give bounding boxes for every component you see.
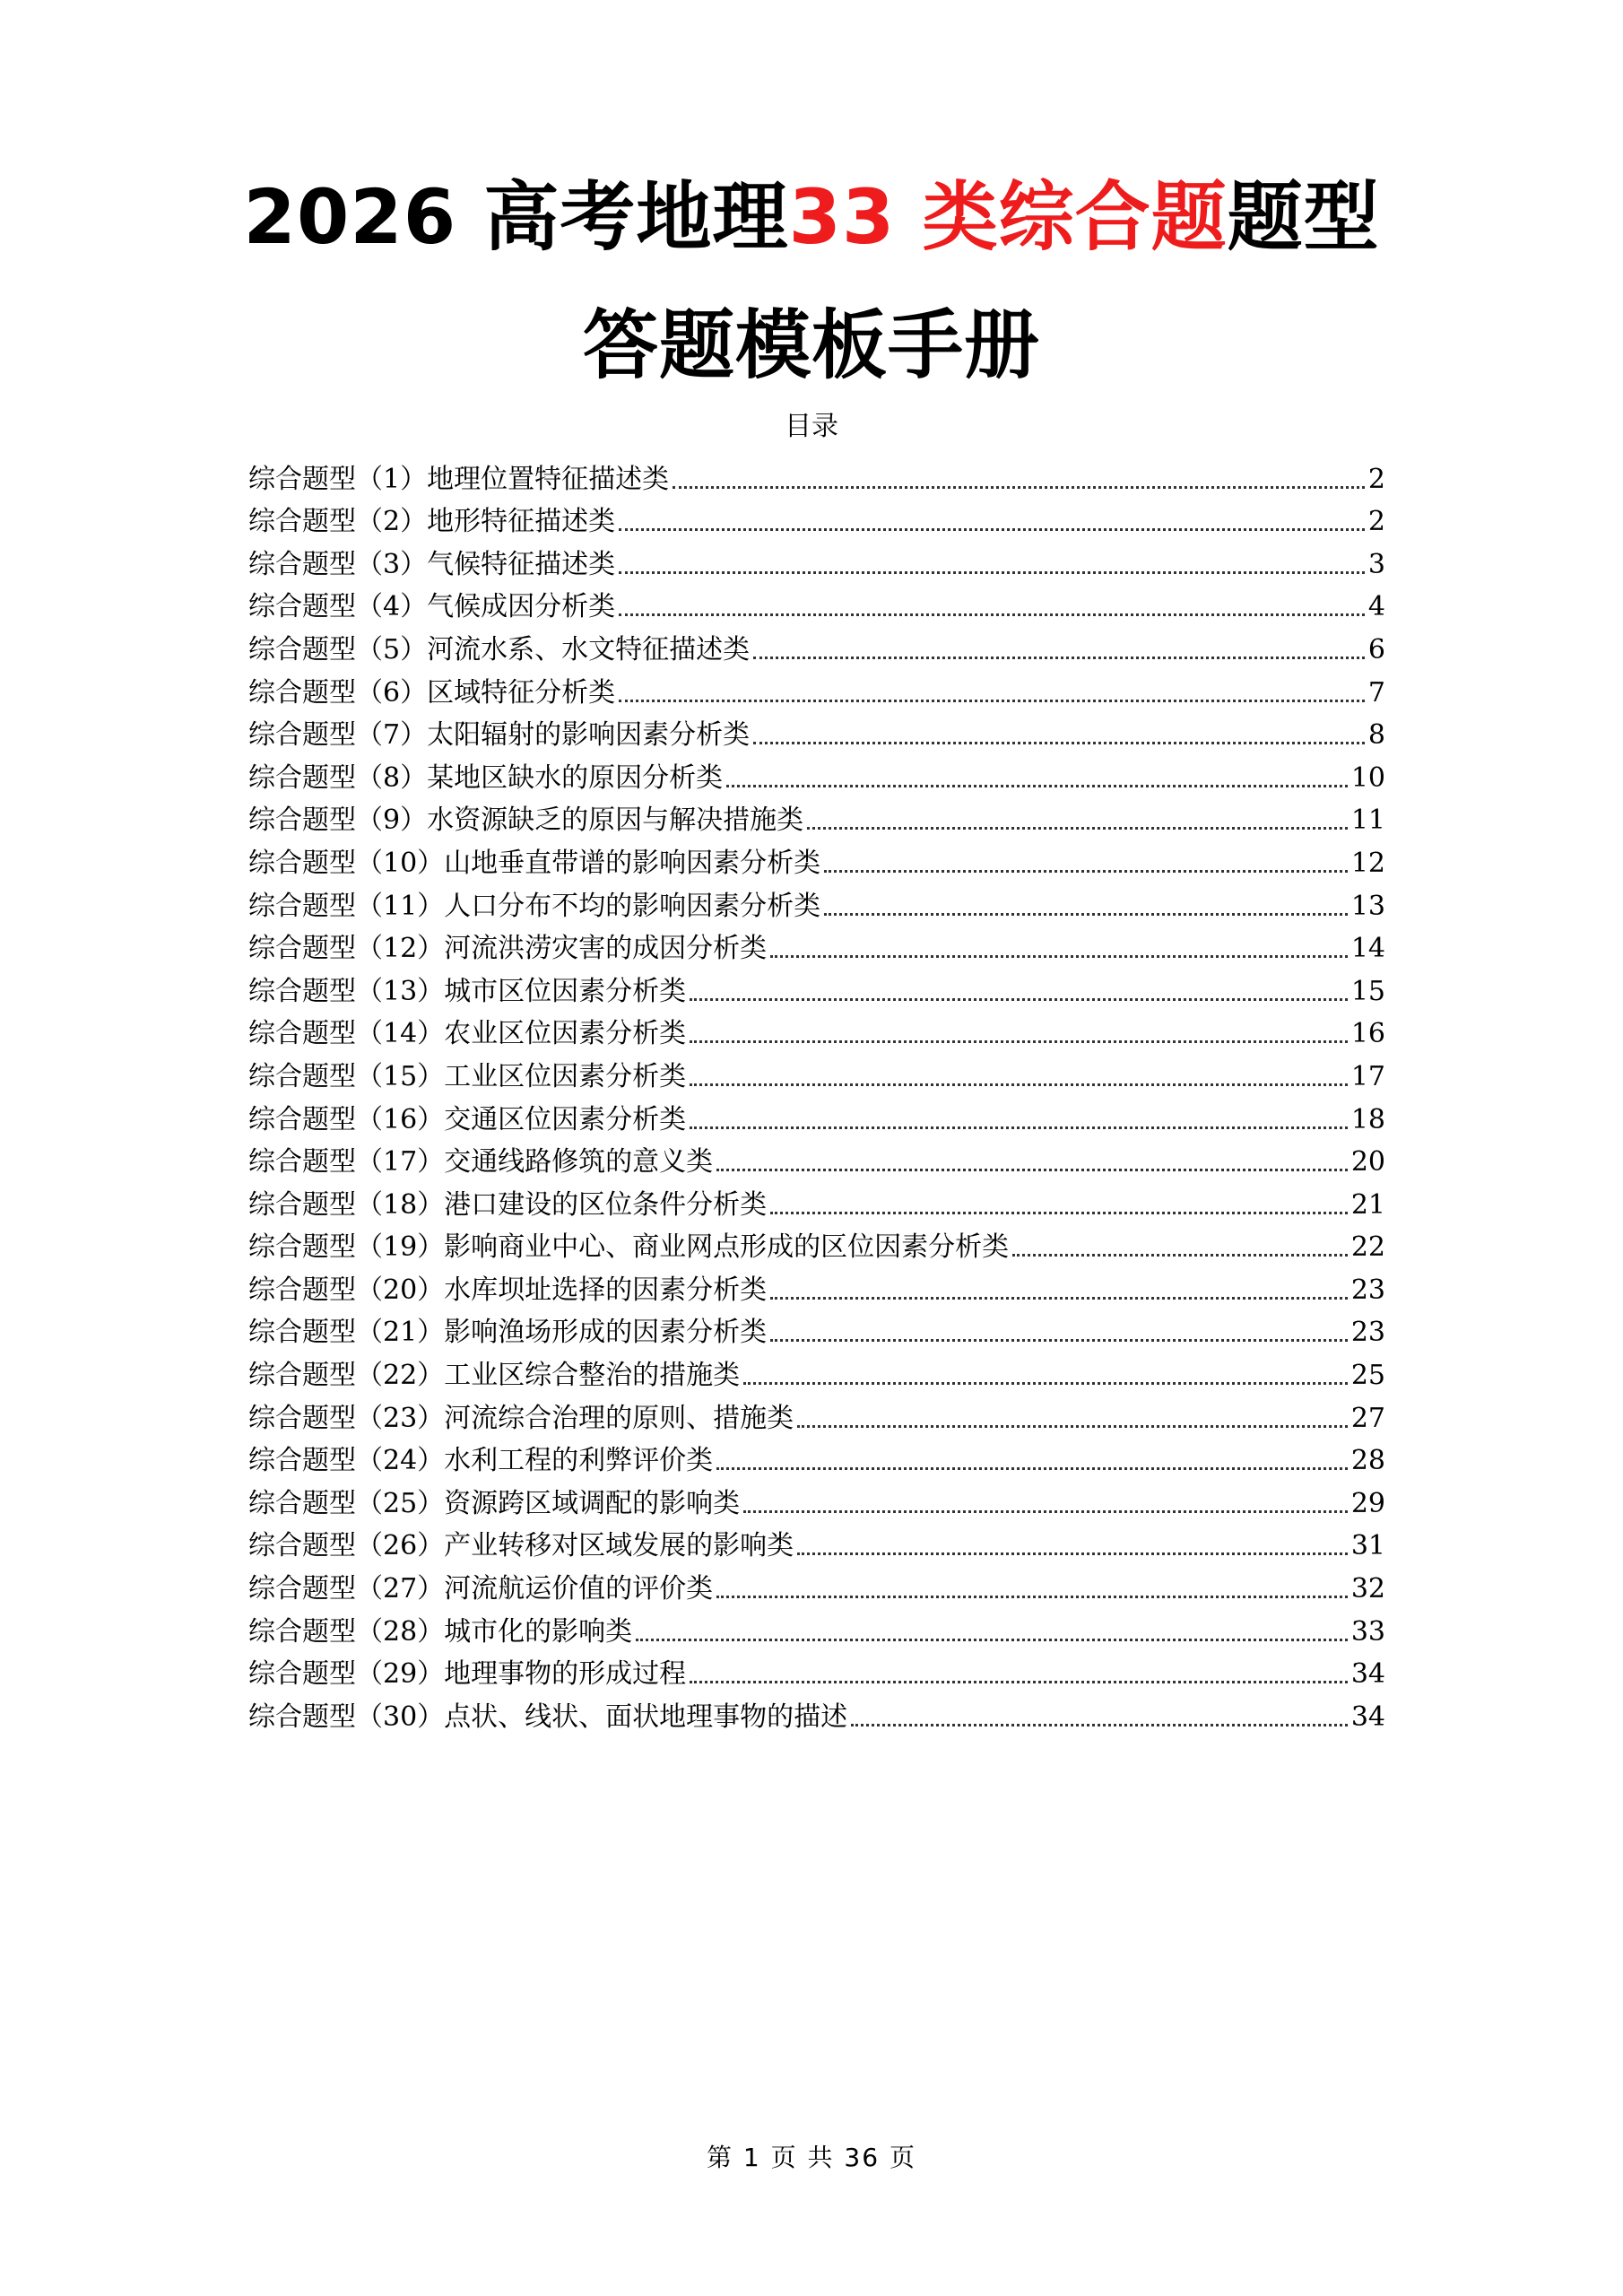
toc-dot-leader [716, 1467, 1348, 1470]
toc-dot-leader [690, 998, 1348, 1001]
toc-entry-page-number: 31 [1350, 1530, 1385, 1562]
toc-entry[interactable] [248, 837, 1385, 880]
toc-dot-leader [770, 1212, 1348, 1214]
toc-entry[interactable] [248, 1178, 1385, 1222]
toc-dot-leader [807, 827, 1348, 830]
toc-entry-page-number: 4 [1367, 591, 1385, 623]
toc-dot-leader [753, 742, 1365, 744]
toc-dot-leader [619, 613, 1365, 616]
toc-dot-leader [690, 1681, 1348, 1683]
toc-entry[interactable] [248, 1093, 1385, 1136]
main-title-line-2: 答题模板手册 [582, 301, 1040, 389]
toc-entry-label: 综合题型（1）地理位置特征描述类 [248, 463, 670, 495]
toc-entry[interactable] [248, 1648, 1385, 1692]
toc-entry[interactable] [248, 709, 1385, 752]
toc-entry-page-number: 29 [1350, 1487, 1385, 1519]
toc-entry-label: 综合题型（29）地理事物的形成过程 [248, 1658, 687, 1691]
toc-entry[interactable] [248, 1307, 1385, 1350]
toc-entry-page-number: 23 [1350, 1317, 1385, 1349]
toc-entry[interactable] [248, 752, 1385, 795]
toc-entry[interactable] [248, 581, 1385, 624]
toc-dot-leader [690, 1126, 1348, 1129]
toc-entry-label: 综合题型（13）城市区位因素分析类 [248, 975, 687, 1007]
toc-entry-page-number: 21 [1350, 1188, 1385, 1221]
toc-entry-label: 综合题型（3）气候特征描述类 [248, 548, 616, 580]
toc-dot-leader [743, 1510, 1348, 1513]
toc-entry[interactable] [248, 923, 1385, 966]
toc-entry[interactable] [248, 1691, 1385, 1734]
toc-entry-page-number: 2 [1367, 463, 1385, 495]
toc-entry-label: 综合题型（10）山地垂直带谱的影响因素分析类 [248, 847, 821, 879]
toc-entry-label: 综合题型（11）人口分布不均的影响因素分析类 [248, 890, 821, 922]
toc-entry[interactable] [248, 965, 1385, 1008]
toc-entry-label: 综合题型（16）交通区位因素分析类 [248, 1103, 687, 1135]
toc-dot-leader [851, 1724, 1348, 1726]
toc-entry-page-number: 17 [1350, 1060, 1385, 1092]
toc-entry-page-number: 18 [1350, 1103, 1385, 1135]
toc-entry-page-number: 33 [1350, 1615, 1385, 1648]
toc-dot-leader [824, 913, 1348, 916]
toc-dot-leader [1012, 1254, 1348, 1257]
toc-entry-page-number: 25 [1350, 1360, 1385, 1392]
toc-entry-page-number: 2 [1367, 506, 1385, 538]
toc-entry-page-number: 16 [1350, 1018, 1385, 1050]
toc-entry[interactable] [248, 880, 1385, 923]
toc-dot-leader [753, 657, 1365, 659]
toc-entry-label: 综合题型（4）气候成因分析类 [248, 591, 616, 623]
toc-entry[interactable] [248, 1222, 1385, 1265]
toc-entry-label: 综合题型（17）交通线路修筑的意义类 [248, 1146, 714, 1178]
toc-entry-page-number: 7 [1367, 676, 1385, 709]
toc-entry-page-number: 32 [1350, 1573, 1385, 1605]
toc-dot-leader [824, 870, 1348, 873]
toc-entry-label: 综合题型（14）农业区位因素分析类 [248, 1018, 687, 1050]
toc-entry-label: 综合题型（28）城市化的影响类 [248, 1615, 633, 1648]
toc-entry-label: 综合题型（22）工业区综合整治的措施类 [248, 1360, 741, 1392]
toc-entry[interactable] [248, 1136, 1385, 1179]
toc-entry[interactable] [248, 496, 1385, 539]
toc-dot-leader [673, 486, 1365, 489]
toc-entry[interactable] [248, 666, 1385, 709]
main-title-line-1 [0, 172, 1623, 262]
toc-dot-leader [619, 528, 1365, 531]
toc-entry-label: 综合题型（2）地形特征描述类 [248, 506, 616, 538]
toc-dot-leader [690, 1083, 1348, 1086]
toc-entry[interactable] [248, 1392, 1385, 1435]
toc-entry-label: 综合题型（9）水资源缺乏的原因与解决措施类 [248, 804, 804, 837]
toc-dot-leader [619, 700, 1365, 702]
toc-entry-page-number: 34 [1350, 1700, 1385, 1733]
toc-dot-leader [636, 1639, 1348, 1641]
toc-entry[interactable] [248, 453, 1385, 496]
toc-dot-leader [770, 1297, 1348, 1300]
toc-entry[interactable] [248, 1562, 1385, 1605]
toc-entry-page-number: 6 [1367, 633, 1385, 665]
toc-dot-leader [690, 1040, 1348, 1043]
toc-dot-leader [770, 1339, 1348, 1342]
toc-entry-label: 综合题型（15）工业区位因素分析类 [248, 1060, 687, 1092]
toc-entry-label: 综合题型（25）资源跨区域调配的影响类 [248, 1487, 741, 1519]
toc-entry-label: 综合题型（6）区域特征分析类 [248, 676, 616, 709]
toc-entry[interactable] [248, 1435, 1385, 1478]
toc-entry[interactable] [248, 1008, 1385, 1051]
table-of-contents [248, 453, 1385, 1734]
toc-entry-label: 综合题型（23）河流综合治理的原则、措施类 [248, 1402, 794, 1434]
toc-entry-page-number: 23 [1350, 1274, 1385, 1306]
toc-entry[interactable] [248, 538, 1385, 581]
toc-dot-leader [716, 1169, 1348, 1171]
toc-entry-label: 综合题型（21）影响渔场形成的因素分析类 [248, 1317, 768, 1349]
toc-dot-leader [797, 1425, 1348, 1428]
toc-entry-label: 综合题型（30）点状、线状、面状地理事物的描述 [248, 1700, 848, 1733]
toc-entry-label: 综合题型（12）河流洪涝灾害的成因分析类 [248, 933, 768, 965]
title-prefix: 2026 高考地理 [243, 173, 789, 261]
toc-entry[interactable] [248, 1477, 1385, 1520]
toc-entry-label: 综合题型（26）产业转移对区域发展的影响类 [248, 1530, 794, 1562]
title-suffix: 题型 [1227, 173, 1380, 261]
toc-dot-leader [797, 1552, 1348, 1555]
toc-entry-page-number: 13 [1350, 890, 1385, 922]
toc-entry-page-number: 10 [1350, 761, 1385, 794]
toc-entry-page-number: 20 [1350, 1146, 1385, 1178]
toc-entry[interactable] [248, 795, 1385, 838]
toc-entry-label: 综合题型（5）河流水系、水文特征描述类 [248, 633, 751, 665]
toc-entry-page-number: 11 [1350, 804, 1385, 837]
toc-entry-page-number: 8 [1367, 719, 1385, 752]
toc-dot-leader [743, 1382, 1348, 1385]
toc-entry-page-number: 12 [1350, 847, 1385, 879]
toc-entry-page-number: 14 [1350, 933, 1385, 965]
toc-entry-label: 综合题型（27）河流航运价值的评价类 [248, 1573, 714, 1605]
toc-entry-label: 综合题型（19）影响商业中心、商业网点形成的区位因素分析类 [248, 1231, 1010, 1264]
toc-entry[interactable] [248, 1349, 1385, 1392]
toc-entry-page-number: 22 [1350, 1231, 1385, 1264]
toc-entry[interactable] [248, 1264, 1385, 1307]
toc-entry-label: 综合题型（8）某地区缺水的原因分析类 [248, 761, 724, 794]
toc-entry[interactable] [248, 1520, 1385, 1563]
title-highlight: 33 类综合题 [788, 173, 1228, 261]
toc-entry-label: 综合题型（24）水利工程的利弊评价类 [248, 1445, 714, 1477]
toc-entry-page-number: 15 [1350, 975, 1385, 1007]
toc-dot-leader [619, 571, 1365, 574]
toc-dot-leader [716, 1596, 1348, 1598]
toc-dot-leader [726, 785, 1348, 787]
toc-entry-label: 综合题型（18）港口建设的区位条件分析类 [248, 1188, 768, 1221]
toc-entry[interactable] [248, 1050, 1385, 1093]
toc-heading: 目录 [785, 411, 838, 442]
toc-entry-page-number: 27 [1350, 1402, 1385, 1434]
toc-entry-page-number: 28 [1350, 1445, 1385, 1477]
page-footer: 第 1 页 共 36 页 [707, 2143, 916, 2172]
toc-entry[interactable] [248, 1605, 1385, 1648]
toc-entry-page-number: 34 [1350, 1658, 1385, 1691]
toc-entry-page-number: 3 [1367, 548, 1385, 580]
toc-entry-label: 综合题型（20）水库坝址选择的因素分析类 [248, 1274, 768, 1306]
toc-dot-leader [770, 955, 1348, 958]
toc-entry[interactable] [248, 623, 1385, 666]
toc-entry-label: 综合题型（7）太阳辐射的影响因素分析类 [248, 719, 751, 752]
